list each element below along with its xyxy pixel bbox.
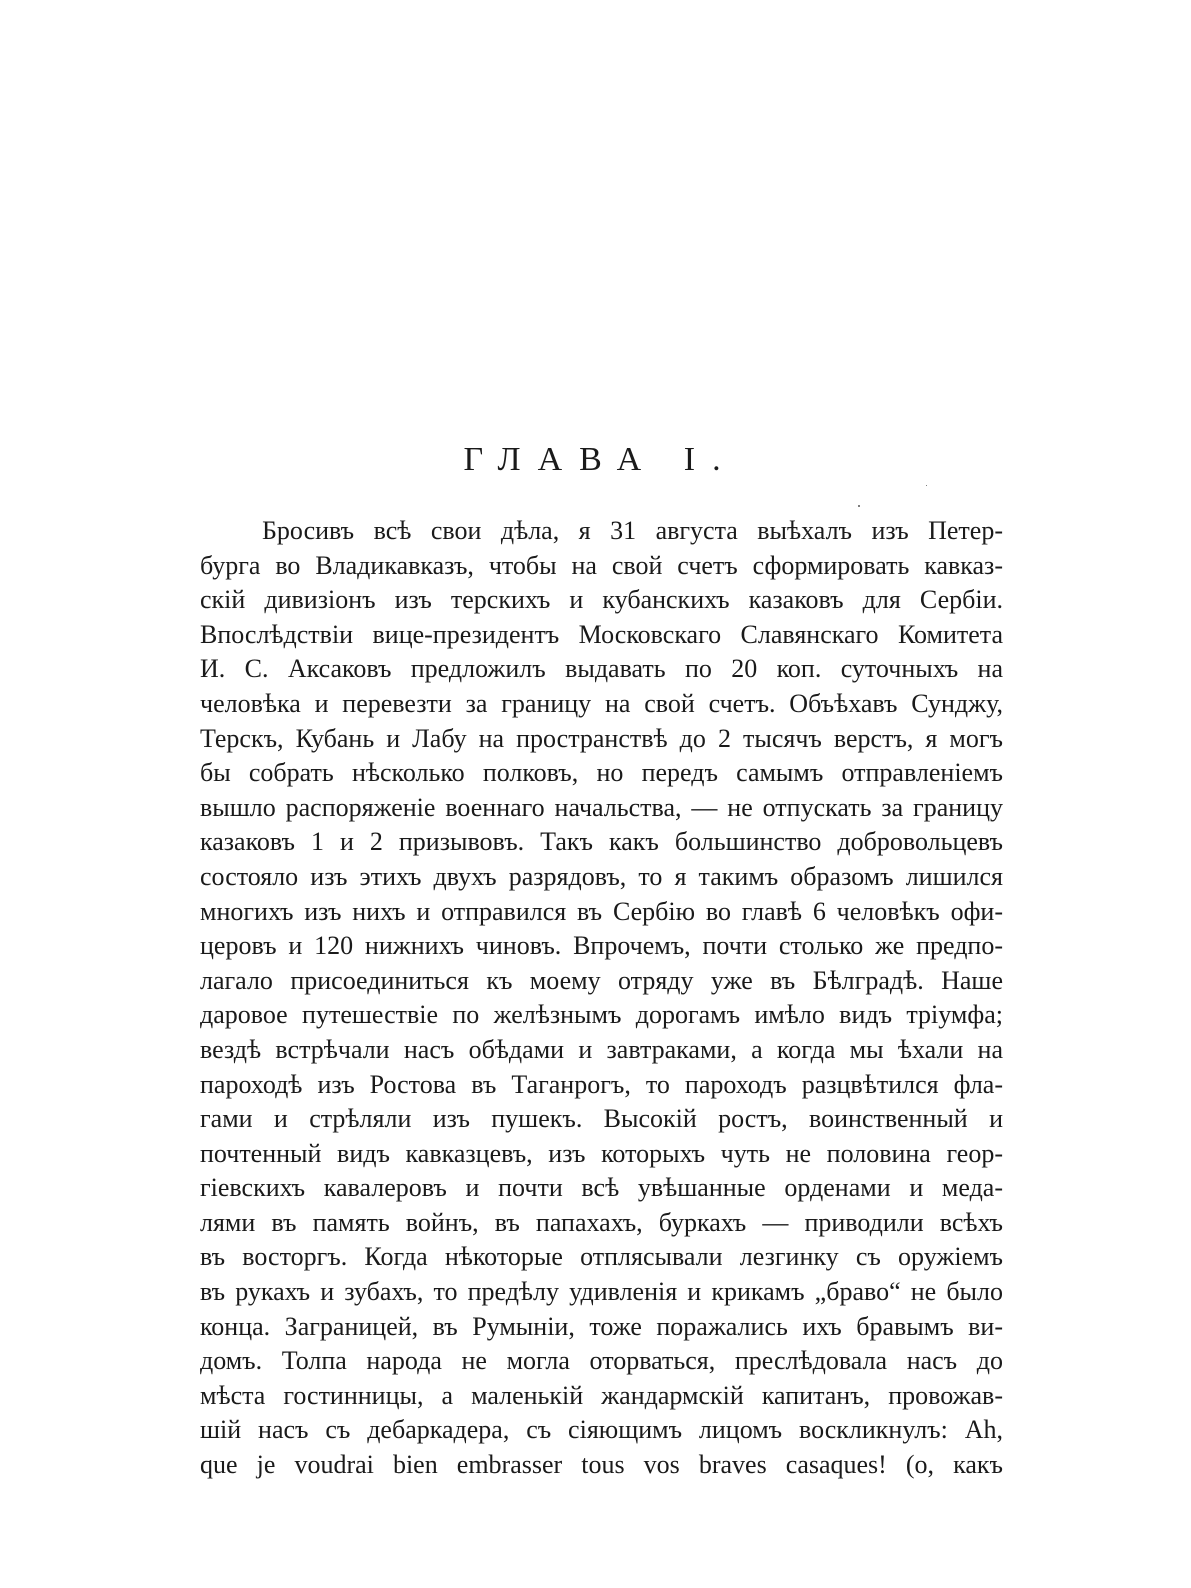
paragraph-line: гіевскихъ кавалеровъ и почти всѣ увѣшанные орденами и меда-	[200, 1173, 1003, 1203]
paragraph-line: состояло изъ этихъ двухъ разрядовъ, то я такимъ образомъ лишился	[200, 861, 1003, 891]
paragraph-line: que je voudrai bien embrasser tous vos braves casaques! (о, какъ	[200, 1450, 1003, 1480]
paragraph-line: Бросивъ всѣ свои дѣла, я 31 августа выѣхалъ изъ Петер-	[262, 516, 1003, 545]
paragraph-line: въ рукахъ и зубахъ, то предѣлу удивленія и крикамъ „браво“ не было	[200, 1277, 1003, 1307]
paragraph-line: пароходѣ изъ Ростова въ Таганрогъ, то пароходъ разцвѣтился фла-	[200, 1069, 1003, 1099]
chapter-heading: ГЛАВА I.	[463, 441, 738, 478]
paragraph-line: лями въ память войнъ, въ папахахъ, буркахъ — приводили всѣхъ	[200, 1207, 1003, 1237]
paragraph-line: И. С. Аксаковъ предложилъ выдавать по 20 коп. суточныхъ на	[200, 654, 1003, 684]
paragraph-line: бурга во Владикавказъ, чтобы на свой счетъ сформировать кавказ-	[200, 550, 1003, 580]
paragraph-line: вышло распоряженіе военнаго начальства, — не отпускать за границу	[200, 792, 1003, 822]
paragraph-line: многихъ изъ нихъ и отправился въ Сербію во главѣ 6 человѣкъ офи-	[200, 896, 1003, 926]
paragraph-line: конца. Заграницей, въ Румыніи, тоже поражались ихъ бравымъ ви-	[200, 1311, 1003, 1341]
paragraph-line: даровое путешествіе по желѣзнымъ дорогамъ имѣло видъ тріумфа;	[200, 1000, 1003, 1030]
scan-speck	[858, 505, 860, 507]
chapter-paragraph	[200, 514, 1003, 1483]
paragraph-line: казаковъ 1 и 2 призывовъ. Такъ какъ большинство добровольцевъ	[200, 827, 1003, 857]
paragraph-line: Терскъ, Кубань и Лабу на пространствѣ до 2 тысячъ верстъ, я могъ	[200, 723, 1003, 753]
paragraph-line: церовъ и 120 нижнихъ чиновъ. Впрочемъ, почти столько же предпо-	[200, 931, 1003, 961]
paragraph-line: Впослѣдствіи вице-президентъ Московскаго Славянскаго Комитета	[200, 619, 1003, 649]
paragraph-line: человѣка и перевезти за границу на свой счетъ. Объѣхавъ Сунджу,	[200, 688, 1003, 718]
paragraph-line: шій насъ съ дебаркадера, съ сіяющимъ лицомъ воскликнулъ: Ah,	[200, 1415, 1003, 1445]
paragraph-line: домъ. Толпа народа не могла оторваться, преслѣдовала насъ до	[200, 1346, 1003, 1376]
scan-speck	[926, 485, 927, 486]
paragraph-line: почтенный видъ кавказцевъ, изъ которыхъ чуть не половина геор-	[200, 1138, 1003, 1168]
paragraph-line: гами и стрѣляли изъ пушекъ. Высокій ростъ, воинственный и	[200, 1104, 1003, 1134]
paragraph-line: лагало присоединиться къ моему отряду уже въ Бѣлградѣ. Наше	[200, 965, 1003, 995]
paragraph-line: вездѣ встрѣчали насъ обѣдами и завтраками, а когда мы ѣхали на	[200, 1034, 1003, 1064]
paragraph-line: въ восторгъ. Когда нѣкоторые отплясывали лезгинку съ оружіемъ	[200, 1242, 1003, 1272]
paragraph-line: скій дивизіонъ изъ терскихъ и кубанскихъ казаковъ для Сербіи.	[200, 585, 1003, 615]
paragraph-line: мѣста гостинницы, а маленькій жандармскій капитанъ, провожав-	[200, 1380, 1003, 1410]
paragraph-line: бы собрать нѣсколько полковъ, но передъ самымъ отправленіемъ	[200, 758, 1003, 788]
